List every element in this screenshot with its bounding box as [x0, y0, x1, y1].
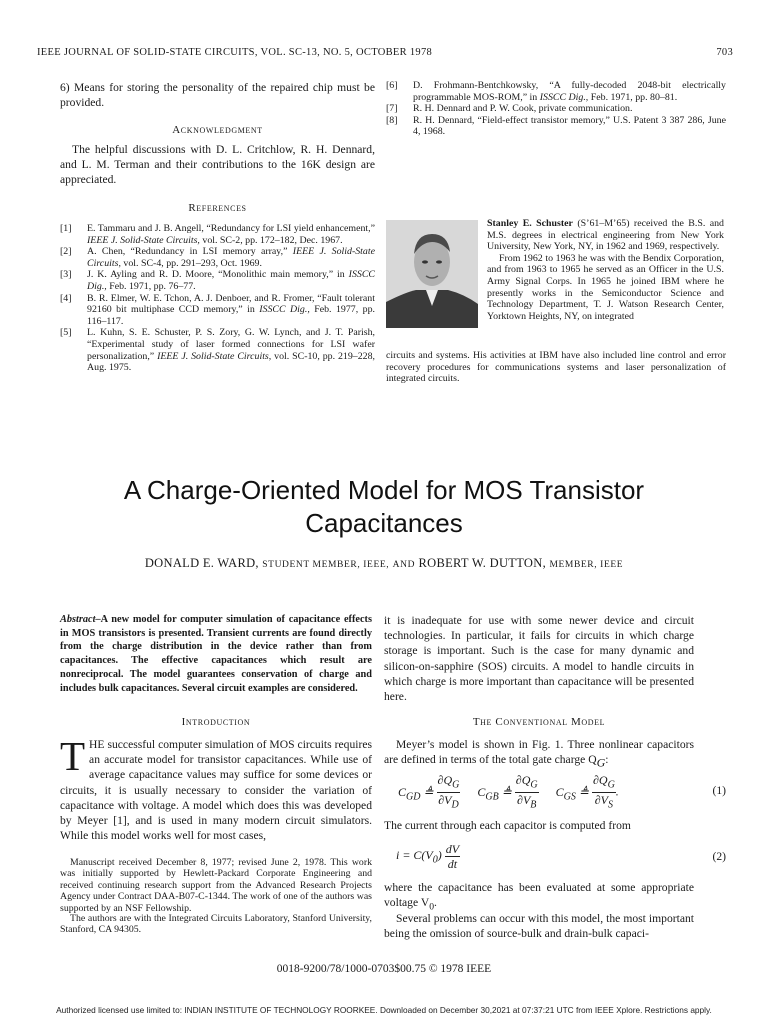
reference-source: IEEE J. Solid-State Circuits,	[87, 246, 375, 269]
reference-number: [7]	[386, 103, 398, 115]
reference-text: R. H. Dennard and P. W. Cook, private communication.	[413, 103, 633, 115]
footnote-manuscript: Manuscript received December 8, 1977; revised June 2, 1978. This work was initially supported by Hewlett-Packard Corporate Engineering and received continuing research support from the Advanced Research Projects Agency under Contract DAA-B07-C-1344. The work of one of the authors was supported by an NSF Fellowship.	[60, 857, 372, 914]
reference-item	[386, 103, 726, 115]
reference-detail: vol. SC-10, pp. 219–228, Aug. 1975.	[87, 350, 375, 374]
prev-item-6: 6) Means for storing the personality of the repaired chip must be provided.	[60, 81, 375, 110]
right-intro-text: it is inadequate for use with some newer device and circuit technologies. In particular, it fails for circuits in which charge storage is important. Such is the case for many dynamic and silicon-on-sapphire (SOS) circuits. A model to handle circuits in which charge is more important than capacitance will be presented here.	[384, 614, 694, 704]
intro-text: THE successful computer simulation of MOS circuits requires an accurate model for transistor capacitances. While use of average capacitance values may suffice for some devices or circuits, it is usually necessary to consider the variation of capacitance with voltage. A model which does this was developed by Meyer [1], and is used in many modern circuit simulators. While this model works well for most cases,	[60, 733, 372, 843]
reference-number: [3]	[60, 269, 72, 281]
reference-item	[60, 246, 375, 269]
reference-text: L. Kuhn, S. E. Schuster, P. S. Zory, G. W. Lynch, and J. T. Parish, “Experimental study of laser formed connections for LSI wafer personalization,”	[87, 327, 375, 362]
equation-2: $i = C(V_0)$ $\frac{dV}{dt}$	[396, 842, 460, 871]
ack-heading: Acknowledgment	[172, 124, 263, 136]
references-list-left	[60, 223, 375, 374]
references-list-right	[386, 80, 726, 138]
copyright-line: 0018-9200/78/1000-0703$00.75 © 1978 IEEE	[276, 963, 492, 975]
reference-number: [8]	[386, 114, 398, 126]
ack-text: The helpful discussions with D. L. Critchlow, R. H. Dennard, and L. M. Terman and their contributions to the 16K design are appreciated.	[60, 143, 375, 187]
reference-item	[60, 269, 375, 292]
footnote-affiliation: The authors are with the Integrated Circuits Laboratory, Stanford University, Stanford, CA 94305.	[60, 913, 372, 936]
reference-number: [6]	[386, 80, 398, 91]
reference-text: E. Tammaru and J. B. Angell, “Redundancy for LSI yield enhancement,”	[87, 223, 375, 234]
reference-text: J. K. Ayling and R. D. Moore, “Monolithic main memory,” in	[87, 269, 349, 281]
reference-source: IEEE J. Solid-State Circuits,	[87, 234, 200, 246]
reference-number: [4]	[60, 292, 72, 304]
reference-detail: vol. SC-2, pp. 172–182, Dec. 1967.	[199, 234, 343, 246]
reference-text: B. R. Elmer, W. E. Tchon, A. J. Denboer, and R. Fromer, “Fault tolerant 92160 bit multiphase CCD memory,” in	[87, 292, 375, 316]
author-bio	[487, 218, 724, 322]
conv-model-text: Meyer’s model is shown in Fig. 1. Three nonlinear capacitors are defined in terms of the total gate charge $Q_G$:	[384, 738, 694, 770]
page-number: 703	[716, 47, 733, 58]
reference-source: IEEE J. Solid-State Circuits,	[157, 350, 272, 362]
author-photo	[386, 220, 478, 328]
reference-item	[60, 293, 375, 328]
bio-name: Stanley E. Schuster	[487, 218, 573, 229]
author-2-role: MEMBER, IEEE	[549, 560, 624, 570]
journal-header: IEEE JOURNAL OF SOLID-STATE CIRCUITS, VOL. SC-13, NO. 5, OCTOBER 1978	[37, 47, 433, 58]
reference-source: ISSCC Dig.,	[259, 304, 310, 316]
equation-1-number: (1)	[712, 784, 726, 797]
reference-item	[386, 80, 726, 103]
current-text: The current through each capacitor is computed from	[384, 819, 631, 832]
reference-text: A. Chen, “Redundancy in LSI memory array,”	[87, 246, 293, 258]
reference-detail: Feb. 1977, pp. 116–117.	[87, 304, 375, 327]
after-eq2-text: where the capacitance has been evaluated at some appropriate voltage $V_0$.	[384, 881, 694, 913]
reference-number: [5]	[60, 327, 72, 339]
abstract-text: A new model for computer simulation of capacitance effects in MOS transistors is presented. Transient currents are found directly from the charge distribution in the device rather than from capacitances. The effective capacitances which result are nonreciprocal. The model guarantees conservation of charge and includes bulk capacitances. Several circuit examples are considered.	[60, 614, 372, 694]
reference-detail: vol. SC-4, pp. 291–293, Oct. 1969.	[120, 257, 262, 269]
equation-2-number: (2)	[712, 850, 726, 863]
references-heading: References	[188, 202, 247, 214]
author-and: AND	[392, 560, 416, 570]
abstract-label: Abstract–	[60, 614, 101, 625]
reference-item	[60, 223, 375, 246]
bio-text-3: circuits and systems. His activities at IBM have also included line control and error recovery procedures for communications systems and laser personalization of integrated circuits.	[386, 350, 726, 385]
reference-item	[60, 327, 375, 373]
author-2: ROBERT W. DUTTON,	[418, 556, 547, 570]
running-header	[37, 47, 733, 61]
author-1: DONALD E. WARD,	[144, 556, 259, 570]
bio-text-1: (S’61–M’65) received the B.S. and M.S. degrees in electrical engineering from New York University, New York, NY, in 1962 and 1969, respectively.	[487, 218, 724, 253]
reference-number: [1]	[60, 223, 72, 234]
reference-source: ISSCC Dig.,	[539, 91, 589, 103]
download-notice: Authorized licensed use limited to: INDIAN INSTITUTE OF TECHNOLOGY ROORKEE. Downloaded on December 30,2021 at 07:37:21 UTC from IEEE Xplore. Restrictions apply.	[56, 1005, 712, 1015]
bio-text-2: From 1962 to 1963 he was with the Bendix Corporation, and from 1963 to 1965 he served as an Officer in the U.S. Army Signal Corps. In 1965 he joined IBM where he presently works in the Semiconductor Science and Technology Department, T. J. Watson Research Center, Yorktown Heights, NY, on integrated	[487, 252, 724, 322]
intro-dropcap: T	[60, 733, 86, 779]
intro-heading: Introduction	[181, 716, 251, 728]
author-1-role: STUDENT MEMBER, IEEE,	[262, 560, 390, 570]
reference-source: ISSCC Dig.,	[87, 269, 375, 292]
reference-text: R. H. Dennard, “Field-effect transistor memory,” U.S. Patent 3 387 286, June 4, 1968.	[413, 114, 726, 138]
problems-text: Several problems can occur with this model, the most important being the omission of source-bulk and drain-bulk capaci-	[384, 912, 694, 941]
reference-detail: Feb. 1971, pp. 76–77.	[106, 280, 196, 292]
conv-model-heading: The Conventional Model	[472, 716, 606, 728]
author-line	[0, 556, 768, 571]
reference-item	[386, 115, 726, 138]
article-title: A Charge-Oriented Model for MOS Transistor Capacitances	[123, 475, 645, 538]
equation-1: $C_{GD}$ ≜ $\frac{\partial Q_G}{\partial V_D}$ $C_{GB}$ ≜ $\frac{\partial Q_G}{\partial V_B}$ $C_{GS}$ ≜ $\frac{\partial Q_G}{\partial V_S}$ .	[398, 773, 619, 811]
reference-text: D. Frohmann-Bentchkowsky, “A fully-decoded 2048-bit electrically programmable MOS-ROM,” in	[413, 80, 726, 103]
reference-detail: Feb. 1971, pp. 80–81.	[588, 91, 678, 103]
reference-number: [2]	[60, 246, 72, 258]
abstract	[60, 613, 372, 695]
